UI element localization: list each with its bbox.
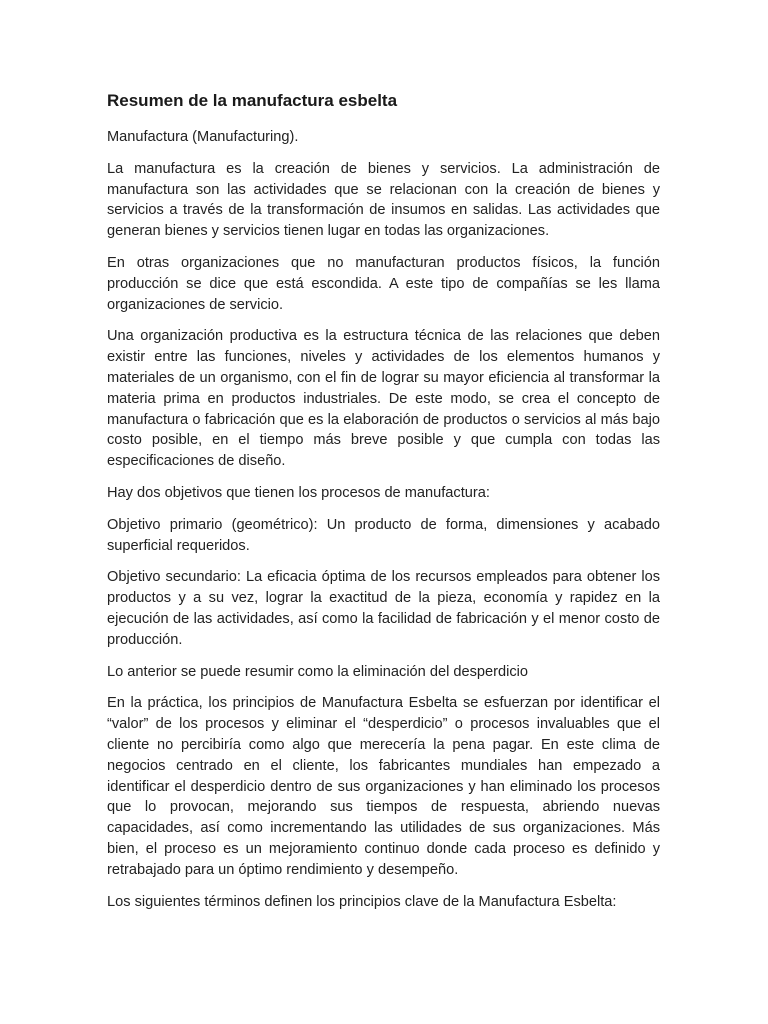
document-title: Resumen de la manufactura esbelta [107,91,398,110]
paragraph-primary-objective: Objetivo primario (geométrico): Un producto de forma, dimensiones y acabado superficial requeridos. [107,516,660,554]
paragraph-manufactura-heading: Manufactura (Manufacturing). [107,129,299,145]
paragraph-lean-practice: En la práctica, los principios de Manufactura Esbelta se esfuerzan por identificar el “valor” de los procesos y eliminar el “desperdicio” o procesos invaluables que el cliente no percibiría como algo que merecería la pena pagar. En este clima de negocios centrado en el cliente, los fabricantes mundiales han empezado a identificar el desperdicio dentro de sus organizaciones y han eliminado los procesos que lo provocan, mejorando sus tiempos de respuesta, abriendo nuevas capacidades, así como incrementando las utilidades de sus organizaciones. Más bien, el proceso es un mejoramiento continuo donde cada proceso es definido y retrabajado para un óptimo rendimiento y desempeño. [107,695,660,878]
paragraph-waste-summary: Lo anterior se puede resumir como la eliminación del desperdicio [107,663,529,680]
paragraph-key-principles-intro: Los siguientes términos definen los principios clave de la Manufactura Esbelta: [107,893,617,910]
paragraph-objectives-intro: Hay dos objetivos que tienen los procesos de manufactura: [107,484,490,501]
document-body [107,88,660,923]
paragraph-service-organizations: En otras organizaciones que no manufacturan productos físicos, la función producción se dice que está escondida. A este tipo de compañías se les llama organizaciones de servicio. [107,254,660,313]
paragraph-secondary-objective: Objetivo secundario: La eficacia óptima de los recursos empleados para obtener los productos y a su vez, lograr la exactitud de la pieza, economía y rapidez en la ejecución de las actividades, así como la facilidad de fabricación y el menor costo de producción. [107,569,660,648]
paragraph-productive-organization: Una organización productiva es la estructura técnica de las relaciones que deben existir entre las funciones, niveles y actividades de los elementos humanos y materiales de un organismo, con el fin de lograr su mayor eficiencia al transformar la materia prima en productos industriales. De este modo, se crea el concepto de manufactura o fabricación que es la elaboración de productos o servicios al más bajo costo posible, en el tiempo más breve posible y que cumpla con todas las especificaciones de diseño. [107,328,660,470]
paragraph-definition: La manufactura es la creación de bienes y servicios. La administración de manufactura son las actividades que se relacionan con la creación de bienes y servicios a través de la transformación de insumos en salidas. Las actividades que generan bienes y servicios tienen lugar en todas las organizaciones. [107,160,660,240]
